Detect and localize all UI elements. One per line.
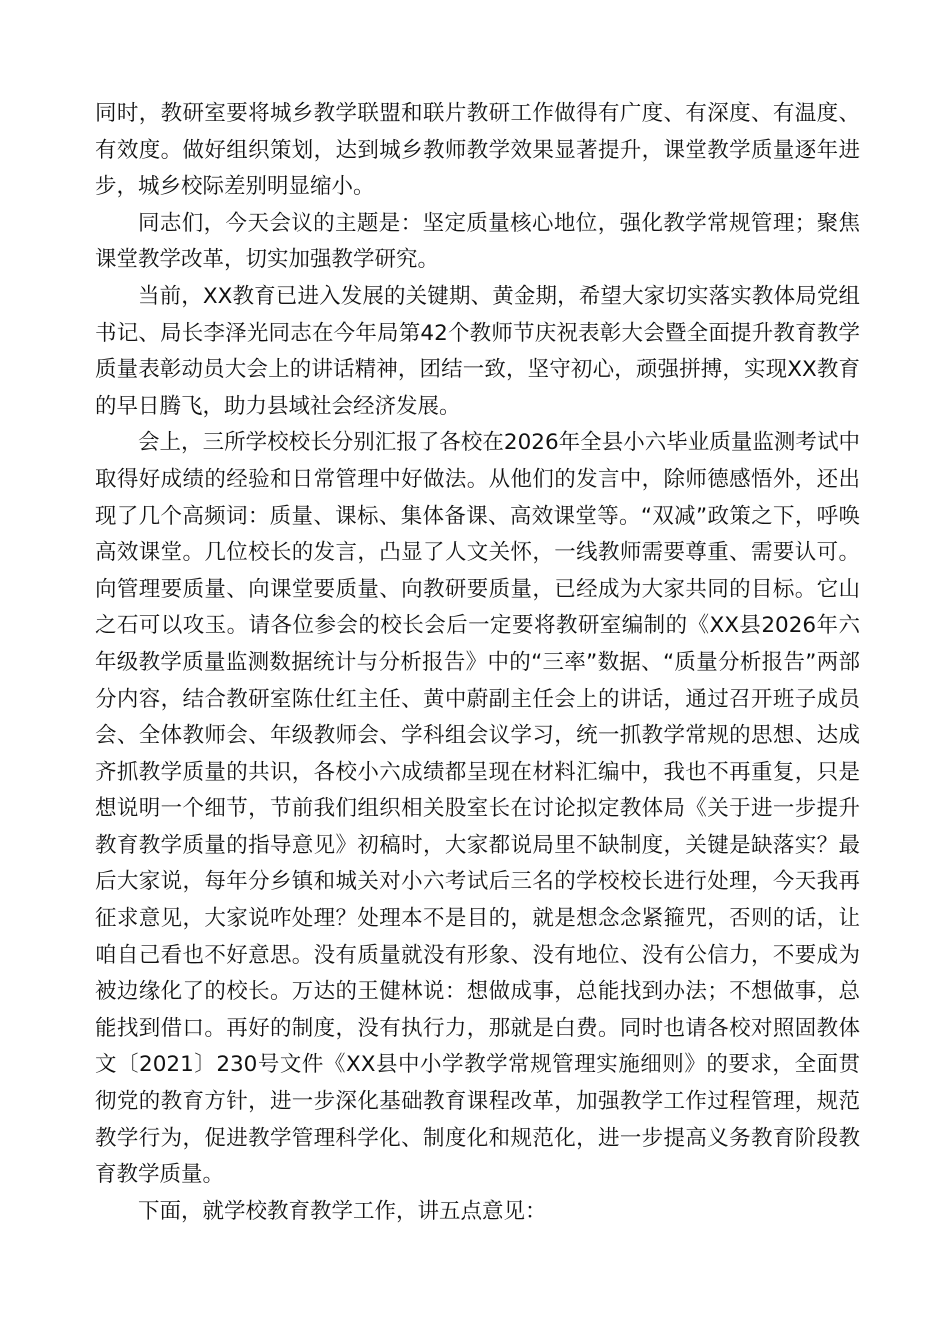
paragraph-meeting-summary: 会上，三所学校校长分别汇报了各校在2026年全县小六毕业质量监测考试中取得好成绩的经验和日常管理中好做法。从他们的发言中，除师德感悟外，还出现了几个高频词：质量、课标、集体备课、高效课堂等。“双减”政策之下，呼唤高效课堂。几位校长的发言，凸显了人文关怀，一线教师需要尊重、需要认可。向管理要质量、向课堂要质量、向教研要质量，已经成为大家共同的目标。它山之石可以攻玉。请各位参会的校长会后一定要将教研室编制的《XX县2026年六年级教学质量监测数据统计与分析报告》中的“三率”数据、“质量分析报告”两部分内容，结合教研室陈仕红主任、黄中蔚副主任会上的讲话，通过召开班子成员会、全体教师会、年级教师会、学科组会议学习，统一抓教学常规的思想、达成齐抓教学质量的共识，各校小六成绩都呈现在材料汇编中，我也不再重复，只是想说明一个细节，节前我们组织相关股室长在讨论拟定教体局《关于进一步提升教育教学质量的指导意见》初稿时，大家都说局里不缺制度，关键是缺落实？最后大家说，每年分乡镇和城关对小六考试后三名的学校校长进行处理，今天我再征求意见，大家说咋处理？处理本不是目的，就是想念念紧箍咒，否则的话，让咱自己看也不好意思。没有质量就没有形象、没有地位、没有公信力，不要成为被边缘化了的校长。万达的王健林说：想做成事，总能找到办法；不想做事，总能找到借口。再好的制度，没有执行力，那就是白费。同时也请各校对照固教体文〔2021〕230号文件《XX县中小学教学常规管理实施细则》的要求，全面贯彻党的教育方针，进一步深化基础教育课程改革，加强教学工作过程管理，规范教学行为，促进教学管理科学化、制度化和规范化，进一步提高义务教育阶段教育教学质量。: [95, 430, 860, 1188]
document-body: [95, 96, 860, 1230]
paragraph-five-points-intro: 下面，就学校教育教学工作，讲五点意见：: [138, 1198, 547, 1224]
paragraph-current-situation: 当前，XX教育已进入发展的关键期、黄金期，希望大家切实落实教体局党组书记、局长李泽光同志在今年局第42个教师节庆祝表彰大会暨全面提升教育教学质量表彰动员大会上的讲话精神，团结一致，坚守初心，顽强拼搏，实现XX教育的早日腾飞，助力县域社会经济发展。: [95, 283, 860, 419]
paragraph-continuation: 同时，教研室要将城乡教学联盟和联片教研工作做得有广度、有深度、有温度、有效度。做好组织策划，达到城乡教师教学效果显著提升，课堂教学质量逐年进步，城乡校际差别明显缩小。: [95, 101, 860, 200]
paragraph-meeting-theme: 同志们，今天会议的主题是：坚定质量核心地位，强化教学常规管理；聚焦课堂教学改革，切实加强教学研究。: [95, 210, 860, 273]
